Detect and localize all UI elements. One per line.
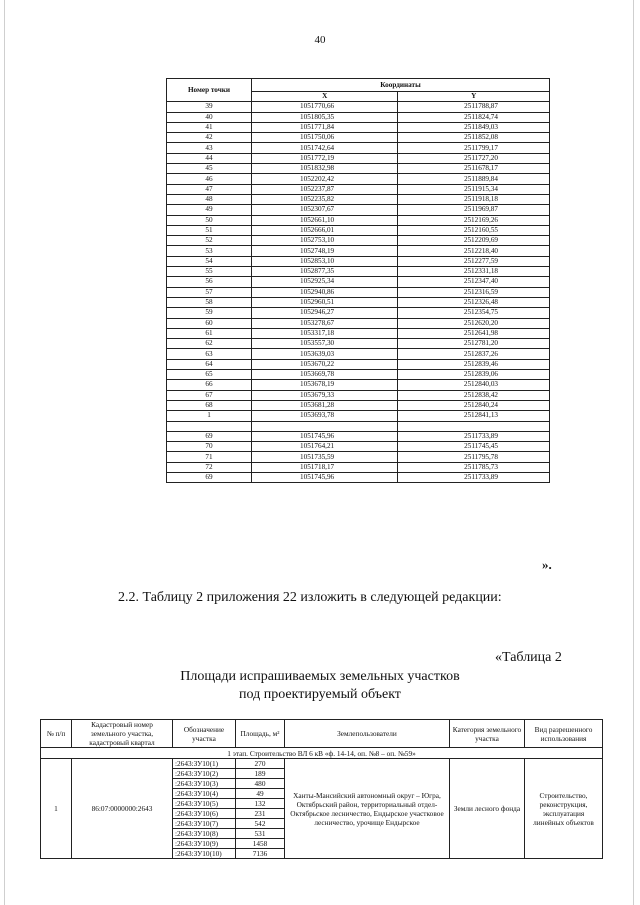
coord-y: 2512169,26: [398, 215, 550, 225]
point-number: 1: [167, 411, 252, 421]
plot-area: 270: [236, 759, 285, 769]
coord-y: 2512641,98: [398, 328, 550, 338]
coord-row: [167, 462, 550, 472]
plot-area: 1458: [236, 839, 285, 849]
coord-row: [167, 143, 550, 153]
plot-area: 189: [236, 769, 285, 779]
coord-x: 1051745,96: [252, 472, 398, 482]
coord-x: 1053670,22: [252, 359, 398, 369]
coord-row: [167, 112, 550, 122]
plot-area: 531: [236, 829, 285, 839]
coord-row: [167, 153, 550, 163]
coordinates-table: [166, 78, 550, 483]
point-number: 61: [167, 328, 252, 338]
stage-label: 1 этап. Строительство ВЛ 6 кВ «ф. 14-14, оп. №8 – оп. №59»: [41, 748, 603, 759]
coord-row: [167, 339, 550, 349]
coord-row: [167, 236, 550, 246]
coord-row: [167, 246, 550, 256]
point-number: 54: [167, 256, 252, 266]
plot-designation: :2643:ЗУ10(8): [173, 829, 236, 839]
coord-y: 2512837,26: [398, 349, 550, 359]
point-number: 57: [167, 287, 252, 297]
coord-x: 1051764,21: [252, 442, 398, 452]
coord-y: 2512326,48: [398, 297, 550, 307]
coord-row: [167, 102, 550, 112]
plot-area: 49: [236, 789, 285, 799]
coord-row: [167, 194, 550, 204]
coord-x: 1052853,10: [252, 256, 398, 266]
point-number: 69: [167, 472, 252, 482]
point-number: 56: [167, 277, 252, 287]
coord-y: 2512347,40: [398, 277, 550, 287]
coord-y: 2511733,89: [398, 472, 550, 482]
coord-row: [167, 174, 550, 184]
coord-y: 2512839,46: [398, 359, 550, 369]
coord-y: 2512354,75: [398, 308, 550, 318]
coord-y: 2511727,20: [398, 153, 550, 163]
coord-y: 2511785,73: [398, 462, 550, 472]
coord-x: 1052925,34: [252, 277, 398, 287]
coord-row: [167, 225, 550, 235]
coord-x: 1052960,51: [252, 297, 398, 307]
coord-y: 2512277,59: [398, 256, 550, 266]
blank-cell: [398, 421, 550, 431]
coord-row: [167, 277, 550, 287]
header-cadastral: Кадастровый номер земельного участка, кадастровый квартал: [72, 720, 173, 748]
coord-y: 2511733,89: [398, 431, 550, 441]
plot-designation: :2643:ЗУ10(6): [173, 809, 236, 819]
point-number: 41: [167, 122, 252, 132]
point-number: 65: [167, 370, 252, 380]
coord-row: [167, 472, 550, 482]
coord-row: [167, 400, 550, 410]
permitted-use: Строительство, реконструкция, эксплуатация линейных объектов: [525, 759, 603, 859]
coord-row: [167, 133, 550, 143]
coord-row: [167, 256, 550, 266]
plot-area: 132: [236, 799, 285, 809]
coord-y: 2511918,18: [398, 194, 550, 204]
land-areas-body: [41, 748, 603, 859]
coord-x: 1053679,33: [252, 390, 398, 400]
coord-x: 1051832,98: [252, 164, 398, 174]
coord-x: 1052748,19: [252, 246, 398, 256]
coord-y: 2511678,17: [398, 164, 550, 174]
coord-y: 2511824,74: [398, 112, 550, 122]
point-number: 72: [167, 462, 252, 472]
header-y: Y: [398, 92, 550, 102]
coord-x: 1052307,67: [252, 205, 398, 215]
coord-x: 1051745,96: [252, 431, 398, 441]
coord-y: 2512209,69: [398, 236, 550, 246]
point-number: 69: [167, 431, 252, 441]
coord-x: 1053317,18: [252, 328, 398, 338]
coord-x: 1053669,78: [252, 370, 398, 380]
point-number: 64: [167, 359, 252, 369]
coord-y: 2512160,55: [398, 225, 550, 235]
header-num: № п/п: [41, 720, 72, 748]
land-category: Земли лесного фонда: [450, 759, 525, 859]
coord-y: 2512218,40: [398, 246, 550, 256]
plot-designation: :2643:ЗУ10(1): [173, 759, 236, 769]
point-number: 59: [167, 308, 252, 318]
coord-y: 2511889,84: [398, 174, 550, 184]
plot-designation: :2643:ЗУ10(10): [173, 849, 236, 859]
coord-x: 1052666,01: [252, 225, 398, 235]
coord-x: 1051750,06: [252, 133, 398, 143]
point-number: 39: [167, 102, 252, 112]
coord-x: 1052237,87: [252, 184, 398, 194]
page-edge-left: [4, 0, 5, 905]
point-number: 68: [167, 400, 252, 410]
point-number: 63: [167, 349, 252, 359]
header-x: X: [252, 92, 398, 102]
coord-x: 1051742,64: [252, 143, 398, 153]
header-area: Площадь, м²: [236, 720, 285, 748]
coord-row: [167, 287, 550, 297]
coord-x: 1052940,86: [252, 287, 398, 297]
point-number: 45: [167, 164, 252, 174]
coord-x: 1052235,82: [252, 194, 398, 204]
coord-x: 1052661,10: [252, 215, 398, 225]
coord-row: [167, 390, 550, 400]
header-point-number: Номер точки: [167, 79, 252, 102]
plot-designation: :2643:ЗУ10(2): [173, 769, 236, 779]
coord-y: 2512840,03: [398, 380, 550, 390]
coord-y: 2512316,59: [398, 287, 550, 297]
coord-x: 1053639,03: [252, 349, 398, 359]
plot-area: 480: [236, 779, 285, 789]
land-areas-table: [40, 719, 603, 859]
header-designation: Обозначение участка: [173, 720, 236, 748]
point-number: 71: [167, 452, 252, 462]
coord-x: 1053681,28: [252, 400, 398, 410]
stage-row: [41, 748, 603, 759]
table-reference: «Таблица 2: [495, 650, 562, 665]
point-number: 55: [167, 267, 252, 277]
coord-row: [167, 359, 550, 369]
blank-cell: [167, 421, 252, 431]
coord-y: 2511915,34: [398, 184, 550, 194]
coord-row: [167, 431, 550, 441]
point-number: 66: [167, 380, 252, 390]
coord-y: 2512841,13: [398, 411, 550, 421]
land-users: Ханты-Мансийский автономный округ – Югра, Октябрьский район, территориальный отдел-Октябрьское лесничество, Ендырское участковое лесничество, урочище Ендырское: [285, 759, 450, 859]
point-number: 46: [167, 174, 252, 184]
amendment-paragraph: 2.2. Таблицу 2 приложения 22 изложить в следующей редакции:: [118, 590, 502, 605]
point-number: 44: [167, 153, 252, 163]
plot-designation: :2643:ЗУ10(7): [173, 819, 236, 829]
plot-designation: :2643:ЗУ10(9): [173, 839, 236, 849]
point-number: 47: [167, 184, 252, 194]
plot-designation: :2643:ЗУ10(4): [173, 789, 236, 799]
cadastral-number: 86:07:0000000:2643: [72, 759, 173, 859]
coord-x: 1053278,67: [252, 318, 398, 328]
point-number: 52: [167, 236, 252, 246]
coord-row: [167, 452, 550, 462]
point-number: 42: [167, 133, 252, 143]
coord-row: [167, 349, 550, 359]
coord-x: 1051718,17: [252, 462, 398, 472]
coord-x: 1051735,59: [252, 452, 398, 462]
point-number: 40: [167, 112, 252, 122]
coord-row: [167, 328, 550, 338]
coord-row: [167, 442, 550, 452]
coord-y: 2512840,24: [398, 400, 550, 410]
header-category: Категория земельного участка: [450, 720, 525, 748]
plot-designation: :2643:ЗУ10(5): [173, 799, 236, 809]
plot-row: [41, 759, 603, 769]
coord-x: 1052877,35: [252, 267, 398, 277]
coord-y: 2512620,20: [398, 318, 550, 328]
coord-x: 1053557,30: [252, 339, 398, 349]
header-users: Землепользователи: [285, 720, 450, 748]
blank-cell: [252, 421, 398, 431]
title-line-2: под проектируемый объект: [239, 687, 401, 702]
plot-designation: :2643:ЗУ10(3): [173, 779, 236, 789]
point-number: 58: [167, 297, 252, 307]
coord-y: 2512839,06: [398, 370, 550, 380]
coord-y: 2512838,42: [398, 390, 550, 400]
table-title: [0, 668, 640, 704]
point-number: 60: [167, 318, 252, 328]
point-number: 51: [167, 225, 252, 235]
coord-x: 1052946,27: [252, 308, 398, 318]
coord-row: [167, 215, 550, 225]
coord-y: 2511852,08: [398, 133, 550, 143]
page-number: 40: [314, 34, 326, 46]
point-number: 43: [167, 143, 252, 153]
coord-row: [167, 164, 550, 174]
point-number: 62: [167, 339, 252, 349]
coord-row: [167, 297, 550, 307]
coord-x: 1053693,78: [252, 411, 398, 421]
coord-row: [167, 380, 550, 390]
coord-row: [167, 267, 550, 277]
coord-row: [167, 411, 550, 421]
coord-x: 1052202,42: [252, 174, 398, 184]
point-number: 48: [167, 194, 252, 204]
page-edge-right: [633, 0, 634, 905]
point-number: 53: [167, 246, 252, 256]
point-number: 50: [167, 215, 252, 225]
coord-y: 2512331,18: [398, 267, 550, 277]
plot-area: 542: [236, 819, 285, 829]
coord-row: [167, 205, 550, 215]
point-number: 67: [167, 390, 252, 400]
coord-y: 2511745,45: [398, 442, 550, 452]
coord-x: 1052753,10: [252, 236, 398, 246]
coord-y: 2511849,03: [398, 122, 550, 132]
coord-row: [167, 184, 550, 194]
coord-x: 1053678,19: [252, 380, 398, 390]
coord-y: 2511799,17: [398, 143, 550, 153]
plot-area: 7136: [236, 849, 285, 859]
title-line-1: Площади испрашиваемых земельных участков: [180, 669, 460, 684]
coord-y: 2512781,20: [398, 339, 550, 349]
coord-row: [167, 308, 550, 318]
coord-x: 1051770,66: [252, 102, 398, 112]
closing-quote: ».: [542, 557, 552, 572]
coord-row: [167, 122, 550, 132]
point-number: 70: [167, 442, 252, 452]
coord-x: 1051771,84: [252, 122, 398, 132]
coord-y: 2511788,87: [398, 102, 550, 112]
coordinates-body: [167, 102, 550, 483]
coord-y: 2511969,87: [398, 205, 550, 215]
coord-row-blank: [167, 421, 550, 431]
coord-y: 2511795,78: [398, 452, 550, 462]
coord-x: 1051805,35: [252, 112, 398, 122]
coord-row: [167, 370, 550, 380]
header-permitted-use: Вид разрешенного использования: [525, 720, 603, 748]
header-coordinates: Координаты: [252, 79, 550, 92]
row-number: 1: [41, 759, 72, 859]
coord-row: [167, 318, 550, 328]
plot-area: 231: [236, 809, 285, 819]
coord-x: 1051772,19: [252, 153, 398, 163]
point-number: 49: [167, 205, 252, 215]
